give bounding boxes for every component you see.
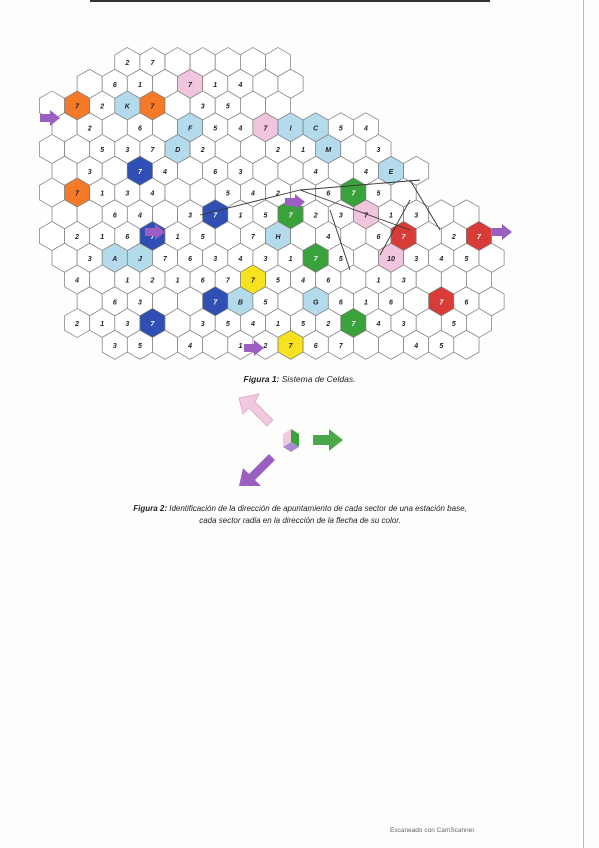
cell-label: 7 — [163, 255, 167, 263]
cell-label: 2 — [150, 277, 155, 285]
cell-label: 2 — [451, 234, 456, 241]
cell-label: 2 — [263, 342, 268, 350]
green-arrow-icon — [313, 429, 343, 451]
cell-label: 7 — [439, 299, 444, 307]
scanner-footer: Escaneado con CamScanner — [390, 827, 475, 834]
cell-label: 2 — [276, 147, 280, 154]
cell-label: 7 — [263, 125, 268, 133]
cell-label: H — [275, 234, 281, 241]
cell-label: 5 — [263, 212, 268, 220]
cell-label: 4 — [75, 277, 80, 285]
cell-label: 3 — [338, 212, 343, 220]
cell-label: 7 — [288, 342, 293, 350]
cell-label: 5 — [451, 321, 456, 328]
cell-label: M — [325, 147, 332, 154]
cell-label: 5 — [137, 342, 142, 350]
cell-label: 2 — [125, 60, 130, 67]
cell-label: 1 — [376, 277, 381, 285]
cell-label: 6 — [464, 299, 469, 307]
cell-label: 7 — [351, 321, 356, 328]
cell-label: 4 — [439, 255, 444, 263]
cell-label: 1 — [389, 212, 393, 220]
figure2-line1: Identificación de la dirección de apuntamiento de cada sector de una estación base, — [167, 504, 467, 513]
cell-label: 7 — [75, 190, 80, 198]
cell-label: 1 — [100, 190, 105, 198]
cell-label: 7 — [225, 277, 230, 285]
cell-label: 3 — [125, 190, 130, 198]
figure2-label: Figura 2: — [133, 504, 167, 513]
cell-label: 1 — [288, 255, 293, 263]
cell-label: 6 — [389, 299, 393, 307]
cell-label: 3 — [200, 321, 205, 328]
cell-label: 5 — [100, 147, 105, 154]
cell-label: J — [137, 255, 142, 263]
cell-label: 7 — [288, 212, 293, 220]
cell-label: 7 — [338, 342, 343, 350]
cell-label: A — [112, 255, 118, 263]
cell-label: 2 — [75, 321, 80, 328]
cell-label: 2 — [313, 212, 318, 220]
cell-label: 4 — [363, 125, 368, 133]
figure1-label: Figura 1: — [243, 374, 280, 384]
cell-label: 3 — [188, 212, 193, 220]
cell-label: 6 — [326, 277, 331, 285]
cell-label: 2 — [326, 321, 331, 328]
cell-label: 1 — [363, 299, 368, 307]
cell-label: 3 — [414, 212, 419, 220]
purple-arrow-icon — [239, 454, 275, 486]
cell-label: 3 — [414, 255, 419, 263]
sector-direction-figure — [225, 392, 365, 492]
cell-label: 6 — [376, 234, 381, 241]
cell-label: 4 — [250, 190, 255, 198]
cell-label: 7 — [188, 81, 193, 89]
cell-label: 1 — [301, 147, 306, 154]
cell-label: 10 — [387, 255, 395, 263]
cell-label: I — [289, 125, 292, 133]
cell-label: 7 — [401, 234, 406, 241]
cell-label: K — [124, 103, 130, 111]
cell-label: 3 — [238, 168, 243, 176]
cell-label: 4 — [188, 342, 193, 350]
cell-label: 6 — [213, 168, 218, 176]
cell-label: 5 — [225, 103, 230, 111]
cell-label: 3 — [137, 299, 142, 307]
cell-label: 6 — [112, 81, 117, 89]
cell-label: 3 — [401, 321, 406, 328]
cell-label: 7 — [313, 255, 318, 263]
cell-label: 5 — [263, 299, 268, 307]
cell-label: 4 — [238, 81, 243, 89]
cell-label: 2 — [87, 125, 92, 133]
cell-label: 6 — [137, 125, 142, 133]
cell-label: 7 — [150, 321, 155, 328]
cell-label: 6 — [338, 299, 343, 307]
cell-label: 2 — [75, 234, 80, 241]
cell-label: 5 — [376, 190, 381, 198]
cell-label: 7 — [250, 277, 255, 285]
cell-label: D — [175, 147, 181, 154]
cell-label: 6 — [313, 342, 318, 350]
cell-label: E — [388, 168, 394, 176]
cell-label: 7 — [250, 234, 255, 241]
cell-label: 4 — [150, 190, 155, 198]
cell-label: 7 — [213, 299, 218, 307]
figure1-caption — [0, 374, 599, 384]
cell-label: 4 — [414, 342, 419, 350]
cell-label: 4 — [137, 212, 142, 220]
cell-label: 7 — [150, 60, 155, 67]
cell-label: 7 — [150, 234, 155, 241]
cell-label: 3 — [87, 168, 92, 176]
cell-label: 5 — [338, 125, 343, 133]
cell-label: 1 — [100, 321, 105, 328]
figure1-text: Sistema de Celdas. — [279, 374, 356, 384]
cell-label: 3 — [125, 147, 130, 154]
figure2-line2: cada sector radia en la dirección de la flecha de su color. — [199, 516, 401, 525]
cell-label: 7 — [150, 103, 155, 111]
cell-label: 7 — [75, 103, 80, 111]
cell-label: 1 — [213, 81, 218, 89]
cell-label: 4 — [250, 321, 255, 328]
cell-label: 1 — [276, 321, 280, 328]
cell-label: 3 — [112, 342, 117, 350]
cell-label: 7 — [137, 168, 142, 176]
cell-label: 5 — [213, 125, 218, 133]
cell-label: 5 — [200, 234, 205, 241]
cell-label: 5 — [225, 321, 230, 328]
cell-label: 4 — [376, 321, 381, 328]
cell-label: 1 — [238, 212, 243, 220]
cell-label: F — [187, 125, 193, 133]
cell-label: 1 — [125, 277, 130, 285]
cell-label: 7 — [213, 212, 218, 220]
cell-label: 6 — [125, 234, 130, 241]
figure2-caption — [60, 503, 540, 527]
cell-label: 6 — [326, 190, 331, 198]
cell-label: 5 — [439, 342, 444, 350]
cell-system-figure — [0, 0, 599, 370]
cell-label: 5 — [338, 255, 343, 263]
cell-label: 3 — [376, 147, 381, 154]
cell-label: 7 — [363, 212, 368, 220]
cell-label: 3 — [213, 255, 218, 263]
cell-label: B — [237, 299, 243, 307]
cell-label: 1 — [175, 234, 180, 241]
cell-label: 7 — [477, 234, 481, 241]
cell-label: 4 — [363, 168, 368, 176]
cell-label: 3 — [125, 321, 130, 328]
cell-label: 2 — [276, 190, 280, 198]
cell-label: C — [313, 125, 319, 133]
cell-label: 5 — [225, 190, 230, 198]
cell-label: 4 — [313, 168, 318, 176]
cell-label: 5 — [276, 277, 280, 285]
cell-label: 3 — [263, 255, 268, 263]
cell-label: 2 — [200, 147, 205, 154]
cell-label: 2 — [100, 103, 105, 111]
cell-label: 6 — [112, 212, 117, 220]
cell-label: 1 — [100, 234, 105, 241]
cell-label: 7 — [351, 190, 356, 198]
cell-label: 7 — [150, 147, 155, 154]
cell-label: 1 — [238, 342, 243, 350]
cell-label: 3 — [87, 255, 92, 263]
cell-label: 6 — [200, 277, 205, 285]
cell-label: 5 — [464, 255, 469, 263]
pink-arrow-icon — [239, 394, 273, 426]
cell-label: 1 — [175, 277, 180, 285]
cell-label: 6 — [112, 299, 117, 307]
cell-label: 4 — [238, 255, 243, 263]
cell-label: 5 — [301, 321, 306, 328]
cell-label: G — [312, 299, 319, 307]
cell-label: 3 — [401, 277, 406, 285]
cell-label: 4 — [163, 168, 167, 176]
purple-arrow-icon — [492, 224, 512, 240]
cell-label: 4 — [326, 234, 331, 241]
cell-label: 4 — [301, 277, 306, 285]
cell-label: 1 — [137, 81, 142, 89]
cell-label: 4 — [238, 125, 243, 133]
cell-label: 3 — [200, 103, 205, 111]
cell-label: 6 — [188, 255, 193, 263]
